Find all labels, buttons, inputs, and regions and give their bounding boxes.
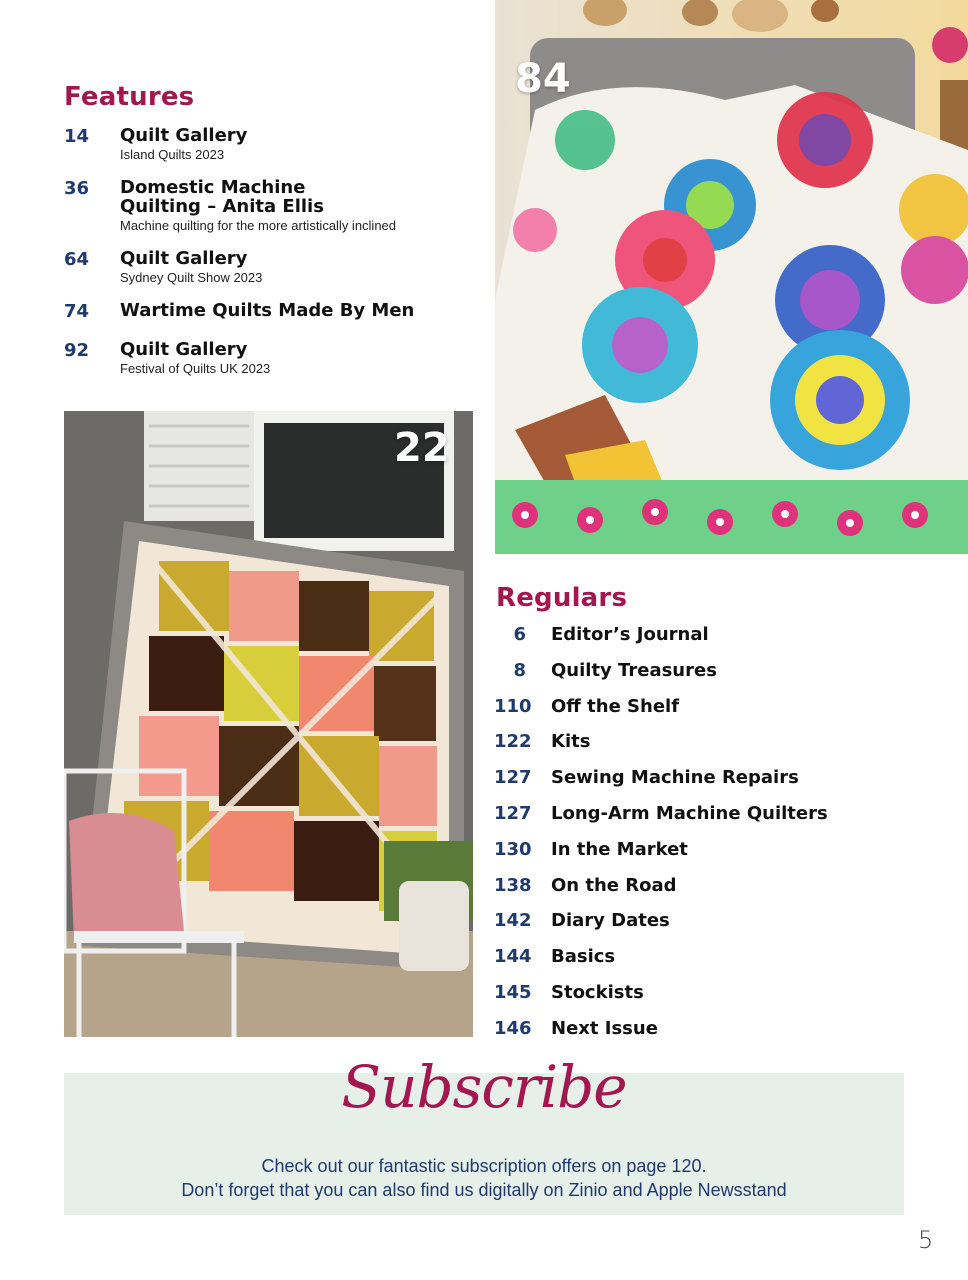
regular-item[interactable] — [494, 767, 914, 803]
feature-subtitle: Machine quilting for the more artistically inclined — [120, 218, 397, 233]
regular-page: 110 — [494, 695, 532, 717]
feature-item[interactable] — [64, 126, 484, 162]
regular-page: 127 — [494, 802, 532, 824]
page-number: 5 — [918, 1226, 934, 1254]
regular-page: 127 — [494, 767, 532, 789]
subscribe-heading: Subscribe — [341, 1053, 627, 1121]
feature-page: 14 — [64, 126, 90, 147]
regular-item[interactable] — [494, 982, 914, 1018]
chair-quilt-illustration — [64, 411, 473, 1037]
feature-title: Quilt Gallery — [120, 248, 248, 269]
regular-title: Sewing Machine Repairs — [551, 767, 799, 789]
feature-subtitle: Sydney Quilt Show 2023 — [120, 270, 263, 285]
regular-title: In the Market — [551, 838, 688, 860]
regular-item[interactable] — [494, 660, 914, 696]
regular-item[interactable] — [494, 624, 914, 660]
features-heading: Features — [64, 82, 195, 112]
subscribe-box[interactable] — [64, 1053, 904, 1215]
regular-title: Off the Shelf — [551, 695, 680, 717]
regular-title: Next Issue — [551, 1017, 658, 1039]
regular-item[interactable] — [494, 696, 914, 732]
subscribe-line-2: Don’t forget that you can also find us digitally on Zinio and Apple Newsstand — [181, 1180, 787, 1200]
regular-item[interactable] — [494, 1018, 914, 1054]
regular-item[interactable] — [494, 946, 914, 982]
regular-page: 146 — [494, 1017, 532, 1039]
feature-title: Wartime Quilts Made By Men — [120, 300, 415, 321]
feature-item[interactable] — [64, 301, 484, 320]
features-list — [64, 126, 484, 392]
regular-page: 122 — [494, 731, 532, 753]
feature-page: 74 — [64, 301, 90, 322]
regular-title: Diary Dates — [551, 910, 670, 932]
regular-item[interactable] — [494, 839, 914, 875]
regular-title: Long-Arm Machine Quilters — [551, 802, 828, 824]
feature-title: Quilt Gallery — [120, 125, 248, 146]
regular-title: Basics — [551, 946, 616, 968]
feature-page: 64 — [64, 249, 90, 270]
feature-title: Domestic Machine Quilting – Anita Ellis — [120, 177, 324, 217]
regular-page: 6 — [513, 624, 526, 645]
regular-title: Quilty Treasures — [551, 659, 717, 681]
regular-page: 8 — [513, 659, 526, 681]
feature-page: 92 — [64, 340, 90, 361]
regulars-list — [494, 624, 914, 1054]
regular-item[interactable] — [494, 910, 914, 946]
regular-title: On the Road — [551, 874, 677, 896]
regular-item[interactable] — [494, 803, 914, 839]
regular-title: Editor’s Journal — [551, 624, 709, 645]
feature-item[interactable] — [64, 249, 484, 285]
chair-quilt-page-number: 22 — [394, 425, 450, 471]
feature-page: 36 — [64, 178, 90, 199]
regulars-heading: Regulars — [496, 583, 628, 613]
feature-item[interactable] — [64, 178, 484, 233]
regular-item[interactable] — [494, 731, 914, 767]
bed-quilt-photo[interactable] — [495, 0, 968, 554]
regular-page: 145 — [494, 981, 532, 1003]
feature-title: Quilt Gallery — [120, 339, 248, 360]
regular-page: 138 — [494, 874, 532, 896]
feature-subtitle: Festival of Quilts UK 2023 — [120, 361, 271, 376]
regular-title: Kits — [551, 731, 591, 753]
chair-quilt-photo[interactable] — [64, 411, 473, 1037]
feature-item[interactable] — [64, 340, 484, 376]
bed-quilt-page-number: 84 — [515, 56, 571, 102]
regular-page: 144 — [494, 946, 532, 968]
regular-page: 142 — [494, 910, 532, 932]
regular-item[interactable] — [494, 875, 914, 911]
regular-title: Stockists — [551, 981, 644, 1003]
feature-subtitle: Island Quilts 2023 — [120, 147, 225, 162]
subscribe-line-1: Check out our fantastic subscription offers on page 120. — [261, 1156, 707, 1176]
regular-page: 130 — [494, 838, 532, 860]
